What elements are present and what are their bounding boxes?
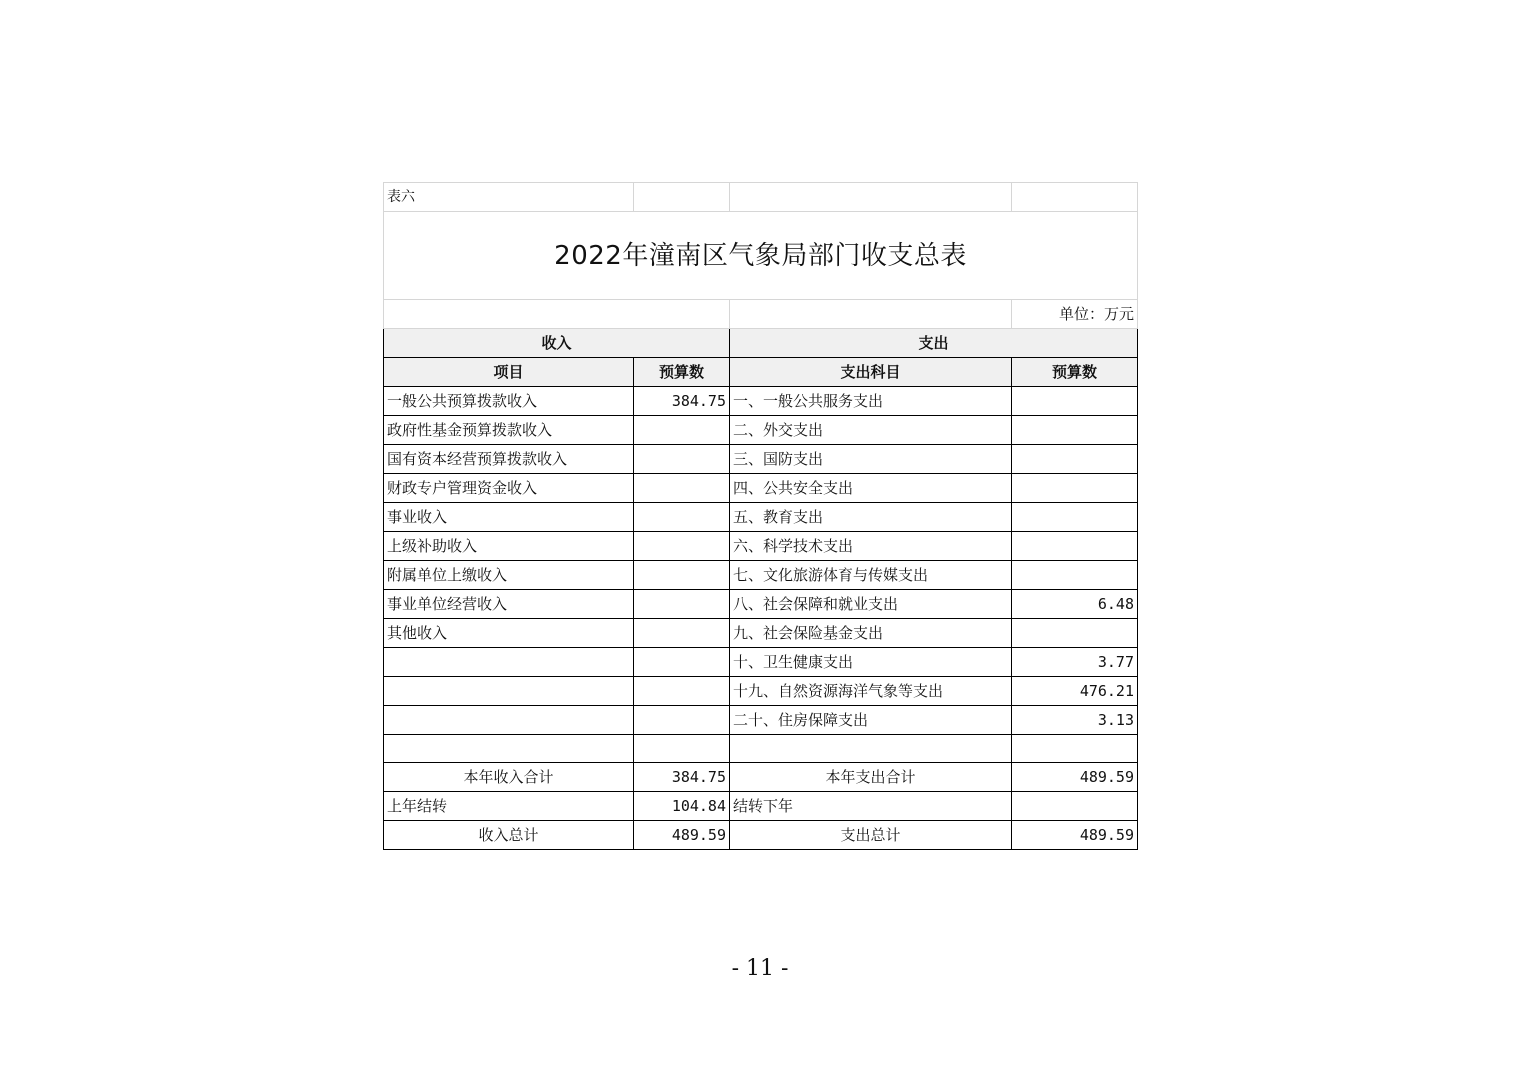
income-value-cell bbox=[634, 590, 730, 619]
table-row bbox=[384, 706, 1138, 735]
grand-total-row bbox=[384, 821, 1138, 850]
expense-item-cell: 一、一般公共服务支出 bbox=[730, 387, 1012, 416]
unit-label: 单位：万元 bbox=[1012, 300, 1138, 329]
expense-item-cell: 七、文化旅游体育与传媒支出 bbox=[730, 561, 1012, 590]
unit-row bbox=[384, 300, 1138, 329]
expense-item-cell: 二十、住房保障支出 bbox=[730, 706, 1012, 735]
year-total-row bbox=[384, 763, 1138, 792]
income-item-cell bbox=[384, 706, 634, 735]
table-row bbox=[384, 561, 1138, 590]
income-item-cell bbox=[384, 648, 634, 677]
income-section-header: 收入 bbox=[384, 329, 730, 358]
expense-grand-total-value: 489.59 bbox=[1012, 821, 1138, 850]
expense-item-cell: 四、公共安全支出 bbox=[730, 474, 1012, 503]
expense-item-cell bbox=[730, 735, 1012, 763]
table-row bbox=[384, 445, 1138, 474]
income-item-cell: 财政专户管理资金收入 bbox=[384, 474, 634, 503]
carry-out-value bbox=[1012, 792, 1138, 821]
title-row bbox=[384, 212, 1138, 300]
table-row bbox=[384, 387, 1138, 416]
table-row bbox=[384, 677, 1138, 706]
income-grand-total-value: 489.59 bbox=[634, 821, 730, 850]
table-row bbox=[384, 474, 1138, 503]
expense-value-cell bbox=[1012, 445, 1138, 474]
income-value-cell bbox=[634, 503, 730, 532]
table-row bbox=[384, 503, 1138, 532]
expense-section-header: 支出 bbox=[730, 329, 1138, 358]
income-value-cell bbox=[634, 677, 730, 706]
expense-item-cell: 九、社会保险基金支出 bbox=[730, 619, 1012, 648]
income-value-cell bbox=[634, 474, 730, 503]
income-value-cell bbox=[634, 561, 730, 590]
page-title: 2022年潼南区气象局部门收支总表 bbox=[384, 212, 1138, 300]
expense-value-cell bbox=[1012, 387, 1138, 416]
income-item-cell: 一般公共预算拨款收入 bbox=[384, 387, 634, 416]
income-item-cell: 政府性基金预算拨款收入 bbox=[384, 416, 634, 445]
income-value-cell bbox=[634, 706, 730, 735]
expense-item-cell: 六、科学技术支出 bbox=[730, 532, 1012, 561]
income-item-cell bbox=[384, 735, 634, 763]
income-item-cell: 附属单位上缴收入 bbox=[384, 561, 634, 590]
income-value-cell: 384.75 bbox=[634, 387, 730, 416]
income-item-cell: 事业收入 bbox=[384, 503, 634, 532]
income-item-cell: 其他收入 bbox=[384, 619, 634, 648]
sheet-tag: 表六 bbox=[384, 183, 634, 212]
income-item-cell bbox=[384, 677, 634, 706]
expense-item-cell: 十、卫生健康支出 bbox=[730, 648, 1012, 677]
income-item-cell: 国有资本经营预算拨款收入 bbox=[384, 445, 634, 474]
table-row bbox=[384, 416, 1138, 445]
income-value-cell bbox=[634, 619, 730, 648]
income-value-cell bbox=[634, 648, 730, 677]
expense-value-cell bbox=[1012, 474, 1138, 503]
carry-out-label: 结转下年 bbox=[730, 792, 1012, 821]
expense-item-cell: 十九、自然资源海洋气象等支出 bbox=[730, 677, 1012, 706]
expense-value-cell: 476.21 bbox=[1012, 677, 1138, 706]
expense-value-cell bbox=[1012, 561, 1138, 590]
income-value-cell bbox=[634, 532, 730, 561]
expense-value-cell: 6.48 bbox=[1012, 590, 1138, 619]
income-value-cell bbox=[634, 735, 730, 763]
expense-value-cell: 3.77 bbox=[1012, 648, 1138, 677]
section-header-row bbox=[384, 329, 1138, 358]
expense-value-cell bbox=[1012, 416, 1138, 445]
page-number: - 11 - bbox=[731, 956, 789, 981]
expense-value-cell bbox=[1012, 503, 1138, 532]
year-income-total-value: 384.75 bbox=[634, 763, 730, 792]
expense-item-cell: 五、教育支出 bbox=[730, 503, 1012, 532]
carry-over-row bbox=[384, 792, 1138, 821]
table-row bbox=[384, 532, 1138, 561]
expense-item-cell: 二、外交支出 bbox=[730, 416, 1012, 445]
data-rows bbox=[384, 387, 1138, 763]
table-row bbox=[384, 648, 1138, 677]
expense-value-cell: 3.13 bbox=[1012, 706, 1138, 735]
expense-grand-total-label: 支出总计 bbox=[730, 821, 1012, 850]
income-budget-header: 预算数 bbox=[634, 358, 730, 387]
table-row bbox=[384, 735, 1138, 763]
year-expense-total-value: 489.59 bbox=[1012, 763, 1138, 792]
carry-in-label: 上年结转 bbox=[384, 792, 634, 821]
income-item-cell: 事业单位经营收入 bbox=[384, 590, 634, 619]
expense-value-cell bbox=[1012, 735, 1138, 763]
table-row bbox=[384, 590, 1138, 619]
income-value-cell bbox=[634, 416, 730, 445]
expense-budget-header: 预算数 bbox=[1012, 358, 1138, 387]
sheet-tag-row bbox=[384, 183, 1138, 212]
expense-value-cell bbox=[1012, 619, 1138, 648]
expense-item-header: 支出科目 bbox=[730, 358, 1012, 387]
table-row bbox=[384, 619, 1138, 648]
expense-item-cell: 八、社会保障和就业支出 bbox=[730, 590, 1012, 619]
year-income-total-label: 本年收入合计 bbox=[384, 763, 634, 792]
year-expense-total-label: 本年支出合计 bbox=[730, 763, 1012, 792]
income-item-cell: 上级补助收入 bbox=[384, 532, 634, 561]
column-header-row bbox=[384, 358, 1138, 387]
income-grand-total-label: 收入总计 bbox=[384, 821, 634, 850]
expense-item-cell: 三、国防支出 bbox=[730, 445, 1012, 474]
budget-summary-table bbox=[383, 182, 1138, 850]
income-item-header: 项目 bbox=[384, 358, 634, 387]
carry-in-value: 104.84 bbox=[634, 792, 730, 821]
income-value-cell bbox=[634, 445, 730, 474]
expense-value-cell bbox=[1012, 532, 1138, 561]
